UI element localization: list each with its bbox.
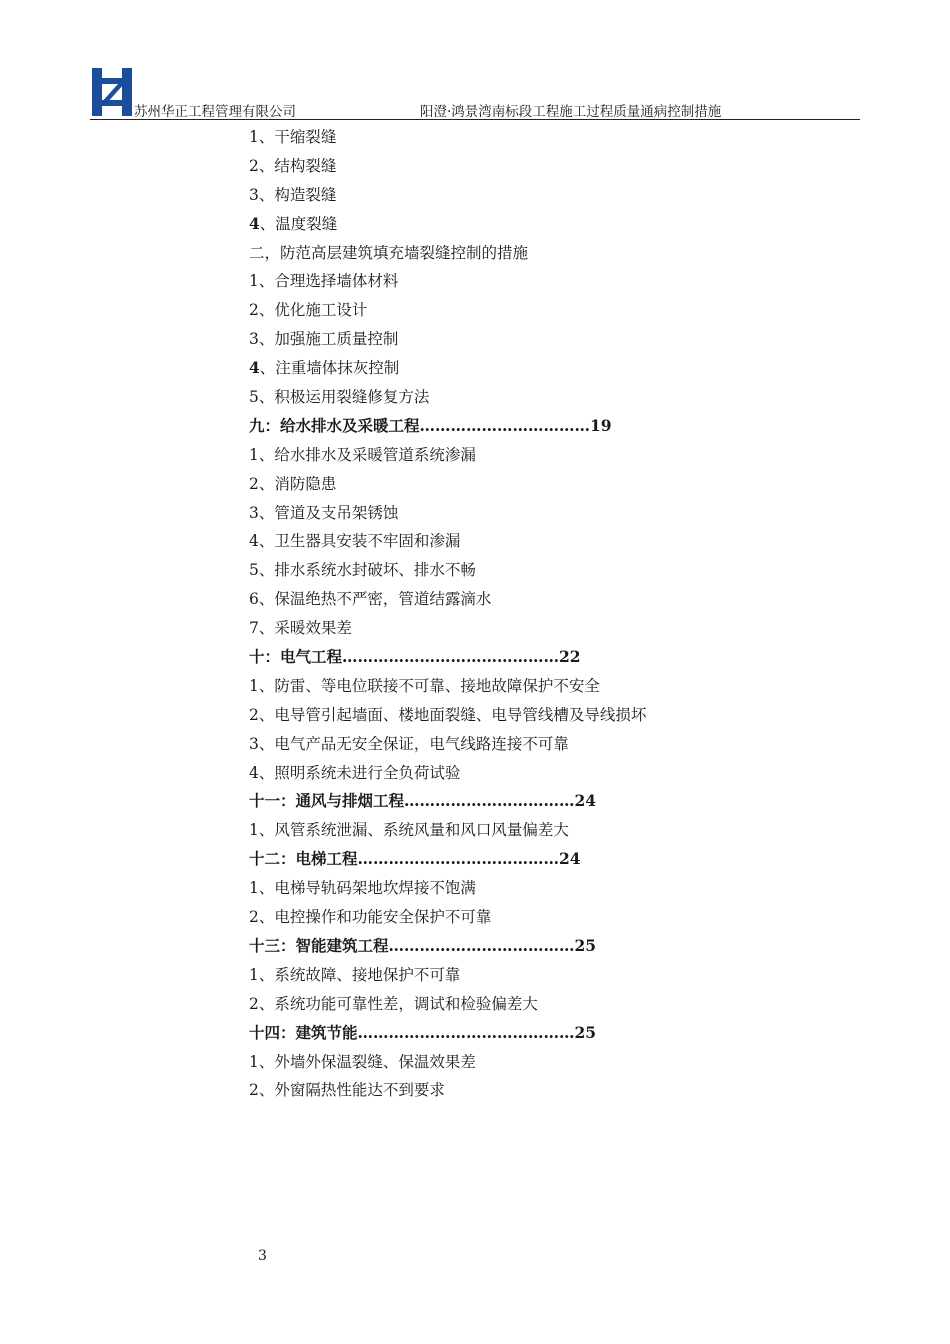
toc-item: 4、卫生器具安装不牢固和渗漏: [249, 532, 461, 551]
table-of-contents: [249, 123, 769, 1105]
toc-item: 4、照明系统未进行全负荷试验: [249, 763, 461, 782]
toc-item: 1、防雷、等电位联接不可靠、接地故障保护不安全: [249, 676, 600, 695]
header-rule: [90, 119, 860, 120]
toc-item: 2、优化施工设计: [249, 301, 368, 320]
toc-item: 3、构造裂缝: [249, 185, 337, 204]
toc-item: 6、保温绝热不严密，管道结露滴水: [249, 590, 492, 609]
toc-item: 7、采暖效果差: [249, 619, 352, 638]
hz-logo-icon: [90, 66, 134, 118]
toc-item: 1、干缩裂缝: [249, 128, 337, 146]
toc-item: 1、外墙外保温裂缝、保温效果差: [249, 1052, 476, 1071]
toc-item: 3、管道及支吊架锈蚀: [249, 503, 399, 522]
toc-item: 1、电梯导轨码架地坎焊接不饱满: [249, 879, 476, 898]
toc-item: 5、积极运用裂缝修复方法: [249, 388, 430, 407]
toc-item: 2、结构裂缝: [249, 156, 337, 175]
toc-item: [249, 354, 769, 383]
toc-item-number: 4: [249, 213, 260, 233]
toc-heading: 九：给水排水及采暖工程……………………………19: [249, 415, 612, 435]
toc-heading: 十：电气工程……………………………………22: [249, 647, 581, 667]
toc-item: 3、加强施工质量控制: [249, 330, 399, 349]
toc-item: 5、排水系统水封破坏、排水不畅: [249, 561, 476, 580]
toc-heading: 十三：智能建筑工程………………………………25: [249, 935, 597, 955]
toc-item: 3、电气产品无安全保证，电气线路连接不可靠: [249, 734, 569, 753]
page-number: 3: [258, 1248, 267, 1264]
toc-item-label: 、注重墙体抹灰控制: [259, 359, 400, 378]
toc-item: 2、消防隐患: [249, 474, 337, 493]
toc-item: 2、外窗隔热性能达不到要求: [249, 1081, 445, 1100]
toc-item: 2、电控操作和功能安全保护不可靠: [249, 908, 492, 927]
page-header: [90, 66, 860, 122]
toc-item: 1、风管系统泄漏、系统风量和风口风量偏差大: [249, 821, 569, 840]
toc-heading: 十一：通风与排烟工程……………………………24: [249, 791, 597, 811]
toc-item: [249, 210, 769, 239]
toc-item: 1、系统故障、接地保护不可靠: [249, 965, 461, 984]
toc-heading: 十四：建筑节能……………………………………25: [249, 1022, 597, 1042]
toc-heading: 十二：电梯工程…………………………………24: [249, 849, 581, 869]
toc-item-label: 、温度裂缝: [259, 214, 338, 233]
toc-item: 2、电导管引起墙面、楼地面裂缝、电导管线槽及导线损坏: [249, 705, 647, 724]
toc-item: 2、系统功能可靠性差，调试和检验偏差大: [249, 994, 538, 1013]
toc-item-number: 4: [249, 358, 260, 378]
toc-item: 1、合理选择墙体材料: [249, 272, 399, 291]
company-name: 苏州华正工程管理有限公司: [134, 104, 296, 120]
toc-item: 二，防范高层建筑填充墙裂缝控制的措施: [249, 243, 529, 262]
document-title: 阳澄·鸿景湾南标段工程施工过程质量通病控制措施: [420, 104, 722, 120]
toc-item: 1、给水排水及采暖管道系统渗漏: [249, 445, 476, 464]
